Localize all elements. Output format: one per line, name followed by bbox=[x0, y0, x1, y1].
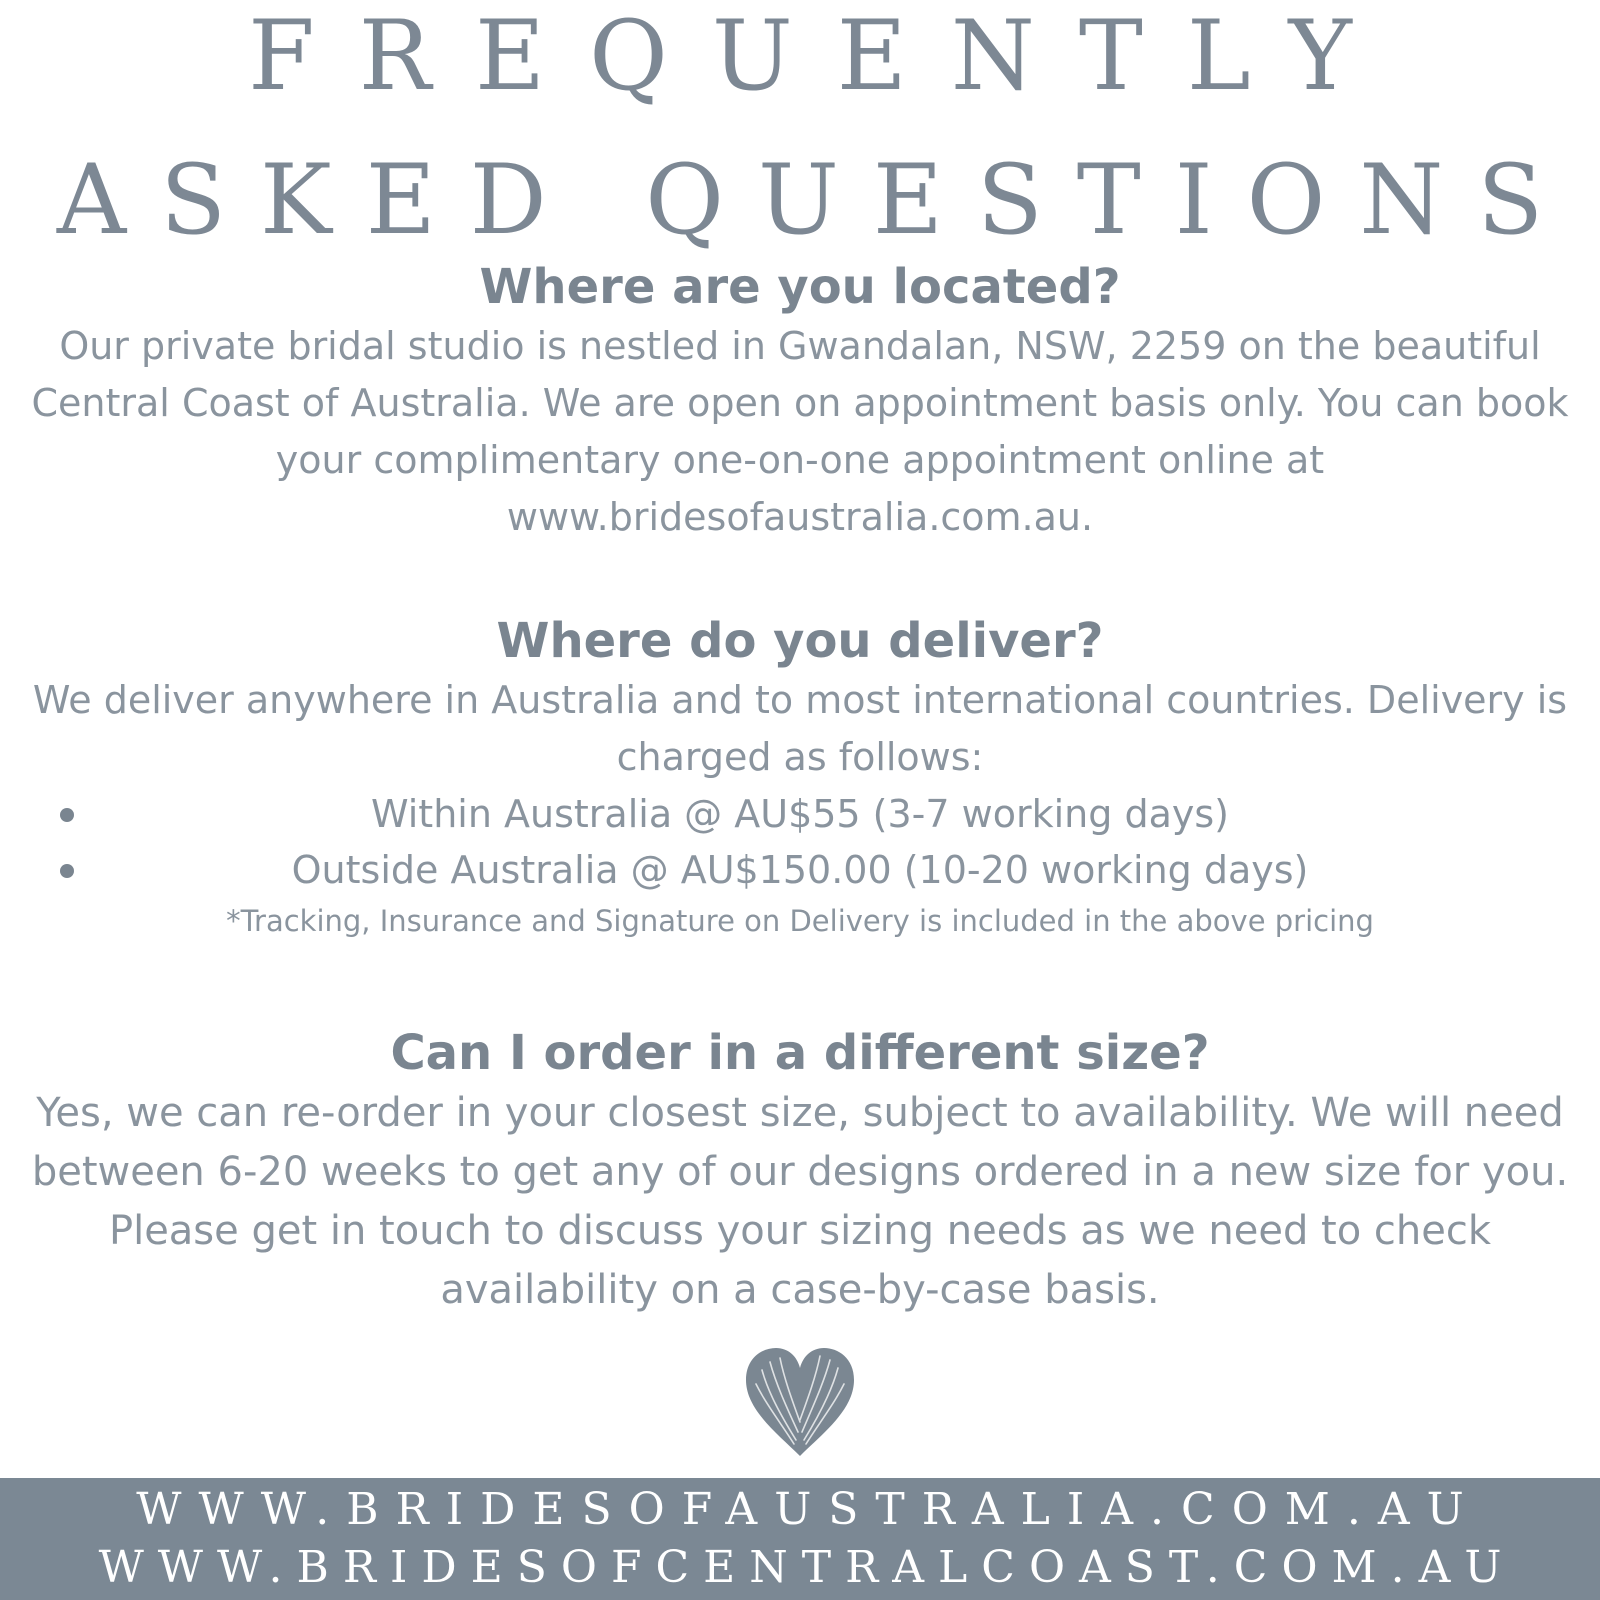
bullet-icon bbox=[60, 864, 74, 878]
title-asked-questions: ASKED QUESTIONS bbox=[56, 144, 1578, 256]
delivery-rate-international: Outside Australia @ AU$150.00 (10-20 working days) bbox=[291, 848, 1309, 892]
list-item bbox=[30, 842, 1570, 898]
faq-sizing bbox=[30, 1022, 1570, 1320]
title-frequently: FREQUENTLY bbox=[248, 0, 1396, 112]
footer-url-central-coast: WWW.BRIDESOFCENTRALCOAST.COM.AU bbox=[98, 1542, 1516, 1593]
delivery-rates-list bbox=[30, 786, 1570, 898]
heart-icon bbox=[740, 1344, 860, 1460]
list-item bbox=[30, 786, 1570, 842]
footer-url-australia: WWW.BRIDESOFAUSTRALIA.COM.AU bbox=[136, 1484, 1481, 1535]
faq-location bbox=[30, 256, 1570, 546]
faq-answer-location: Our private bridal studio is nestled in Gwandalan, NSW, 2259 on the beautiful Central Coast of Australia. We are open on appointment basis only. You can book your complimentary one-on-one appointment online at www.bridesofaustralia.com.au. bbox=[31, 324, 1569, 539]
faq-delivery bbox=[30, 610, 1570, 944]
bullet-icon bbox=[60, 808, 74, 822]
delivery-note: *Tracking, Insurance and Signature on Delivery is included in the above pricing bbox=[226, 904, 1374, 938]
delivery-rate-australia: Within Australia @ AU$55 (3-7 working days) bbox=[371, 792, 1229, 836]
faq-question-sizing: Can I order in a different size? bbox=[390, 1025, 1210, 1081]
faq-question-delivery: Where do you deliver? bbox=[496, 613, 1104, 669]
faq-answer-sizing: Yes, we can re-order in your closest size, subject to availability. We will need between 6-20 weeks to get any of our designs ordered in a new size for you. Please get in touch to discuss your sizing needs as we need to check availability on a case-by-case basis. bbox=[31, 1090, 1569, 1313]
footer-banner bbox=[0, 1478, 1600, 1600]
faq-answer-delivery: We deliver anywhere in Australia and to most international countries. Delivery is charged as follows: bbox=[32, 678, 1568, 779]
faq-question-location: Where are you located? bbox=[479, 259, 1121, 315]
